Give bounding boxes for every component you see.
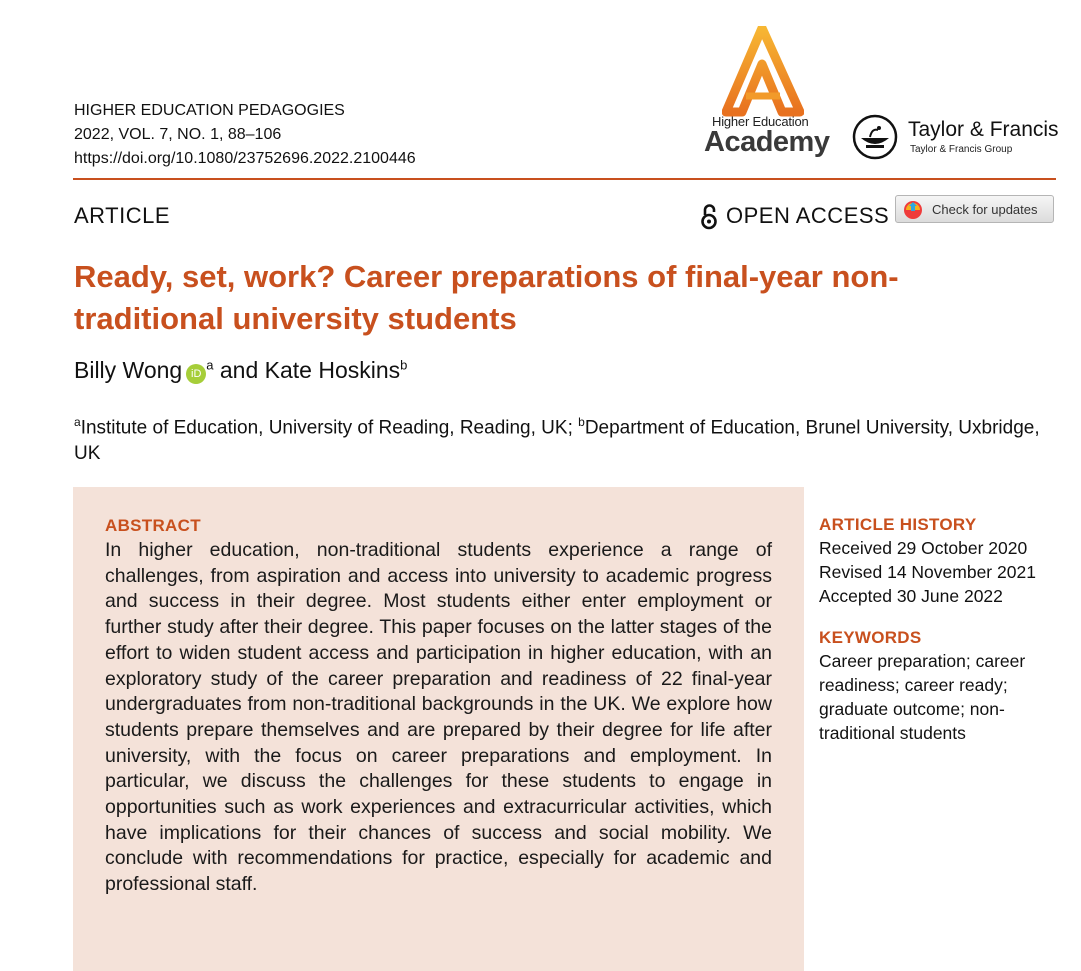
tf-group: Taylor & Francis Group: [910, 144, 1013, 155]
check-for-updates-button[interactable]: [895, 195, 1054, 223]
history-received: Received 29 October 2020: [819, 538, 1028, 558]
keywords-section: [819, 628, 1069, 745]
affiliation-marker: a: [206, 357, 214, 373]
affiliation-text: Department of Education, Brunel University, Uxbridge, UK: [74, 417, 1040, 465]
journal-name: HIGHER EDUCATION PEDAGOGIES: [74, 102, 345, 119]
author-line: [74, 357, 407, 384]
affiliation-text: Institute of Education, University of Reading, Reading, UK;: [80, 417, 579, 439]
open-lock-icon: [700, 204, 718, 230]
journal-citation: 2022, VOL. 7, NO. 1, 88–106: [74, 126, 282, 143]
orcid-icon[interactable]: iD: [186, 364, 206, 384]
lamp-icon: [852, 114, 898, 160]
article-history: [819, 515, 1069, 608]
history-heading: ARTICLE HISTORY: [819, 515, 977, 534]
journal-info: [74, 99, 416, 171]
history-revised: Revised 14 November 2021: [819, 562, 1036, 582]
author-name[interactable]: Kate Hoskins: [264, 357, 401, 383]
hea-logo: [700, 26, 830, 166]
keywords-text: Career preparation; career readiness; career ready; graduate outcome; non-traditional students: [819, 651, 1026, 743]
article-type-label: ARTICLE: [74, 203, 171, 228]
hea-a-logo: [722, 26, 804, 118]
hea-name: Academy: [704, 126, 830, 158]
abstract-text: In higher education, non-traditional students experience a range of challenges, from aspiration and access into university to academic progress and success in their degree. Most students either enter employment or further study after their degree. This paper focuses on the latter stages of the effort to widen student access and participation in higher education, with an exploratory study of the career preparation and readiness of 22 final-year undergraduates from non-traditional backgrounds in the UK. We explore how students prepare themselves and are prepared by their degree for life after university, with the focus on career preparations and employment. In particular, we discuss the challenges for these students to engage in opportunities such as work experiences and extracurricular activities, which have implications for their chances of success and social mobility. We conclude with recommendations for practice, especially for academic and professional staff.: [105, 539, 772, 896]
author-joiner: and: [213, 357, 265, 383]
tf-name: Taylor & Francis: [908, 118, 1059, 141]
affiliation-marker: a: [74, 415, 81, 429]
abstract-box: [73, 487, 804, 971]
doi-link[interactable]: https://doi.org/10.1080/23752696.2022.2100446: [74, 150, 416, 167]
history-accepted: Accepted 30 June 2022: [819, 586, 1003, 606]
affiliations: [74, 409, 1064, 467]
article-title: Ready, set, work? Career preparations of final-year non-traditional university students: [74, 259, 899, 336]
crossmark-icon: [902, 200, 924, 220]
abstract-heading: ABSTRACT: [105, 516, 201, 535]
hea-subtitle: Higher Education: [712, 114, 809, 129]
tf-logo: [852, 114, 1062, 164]
keywords-heading: KEYWORDS: [819, 628, 922, 647]
header-rule: [73, 178, 1056, 180]
open-access-label: OPEN ACCESS: [726, 203, 890, 228]
affiliation-marker: b: [400, 357, 408, 373]
author-name[interactable]: Billy Wong: [74, 357, 183, 383]
affiliation-marker: b: [578, 415, 585, 429]
check-for-updates-label: Check for updates: [932, 202, 1038, 217]
